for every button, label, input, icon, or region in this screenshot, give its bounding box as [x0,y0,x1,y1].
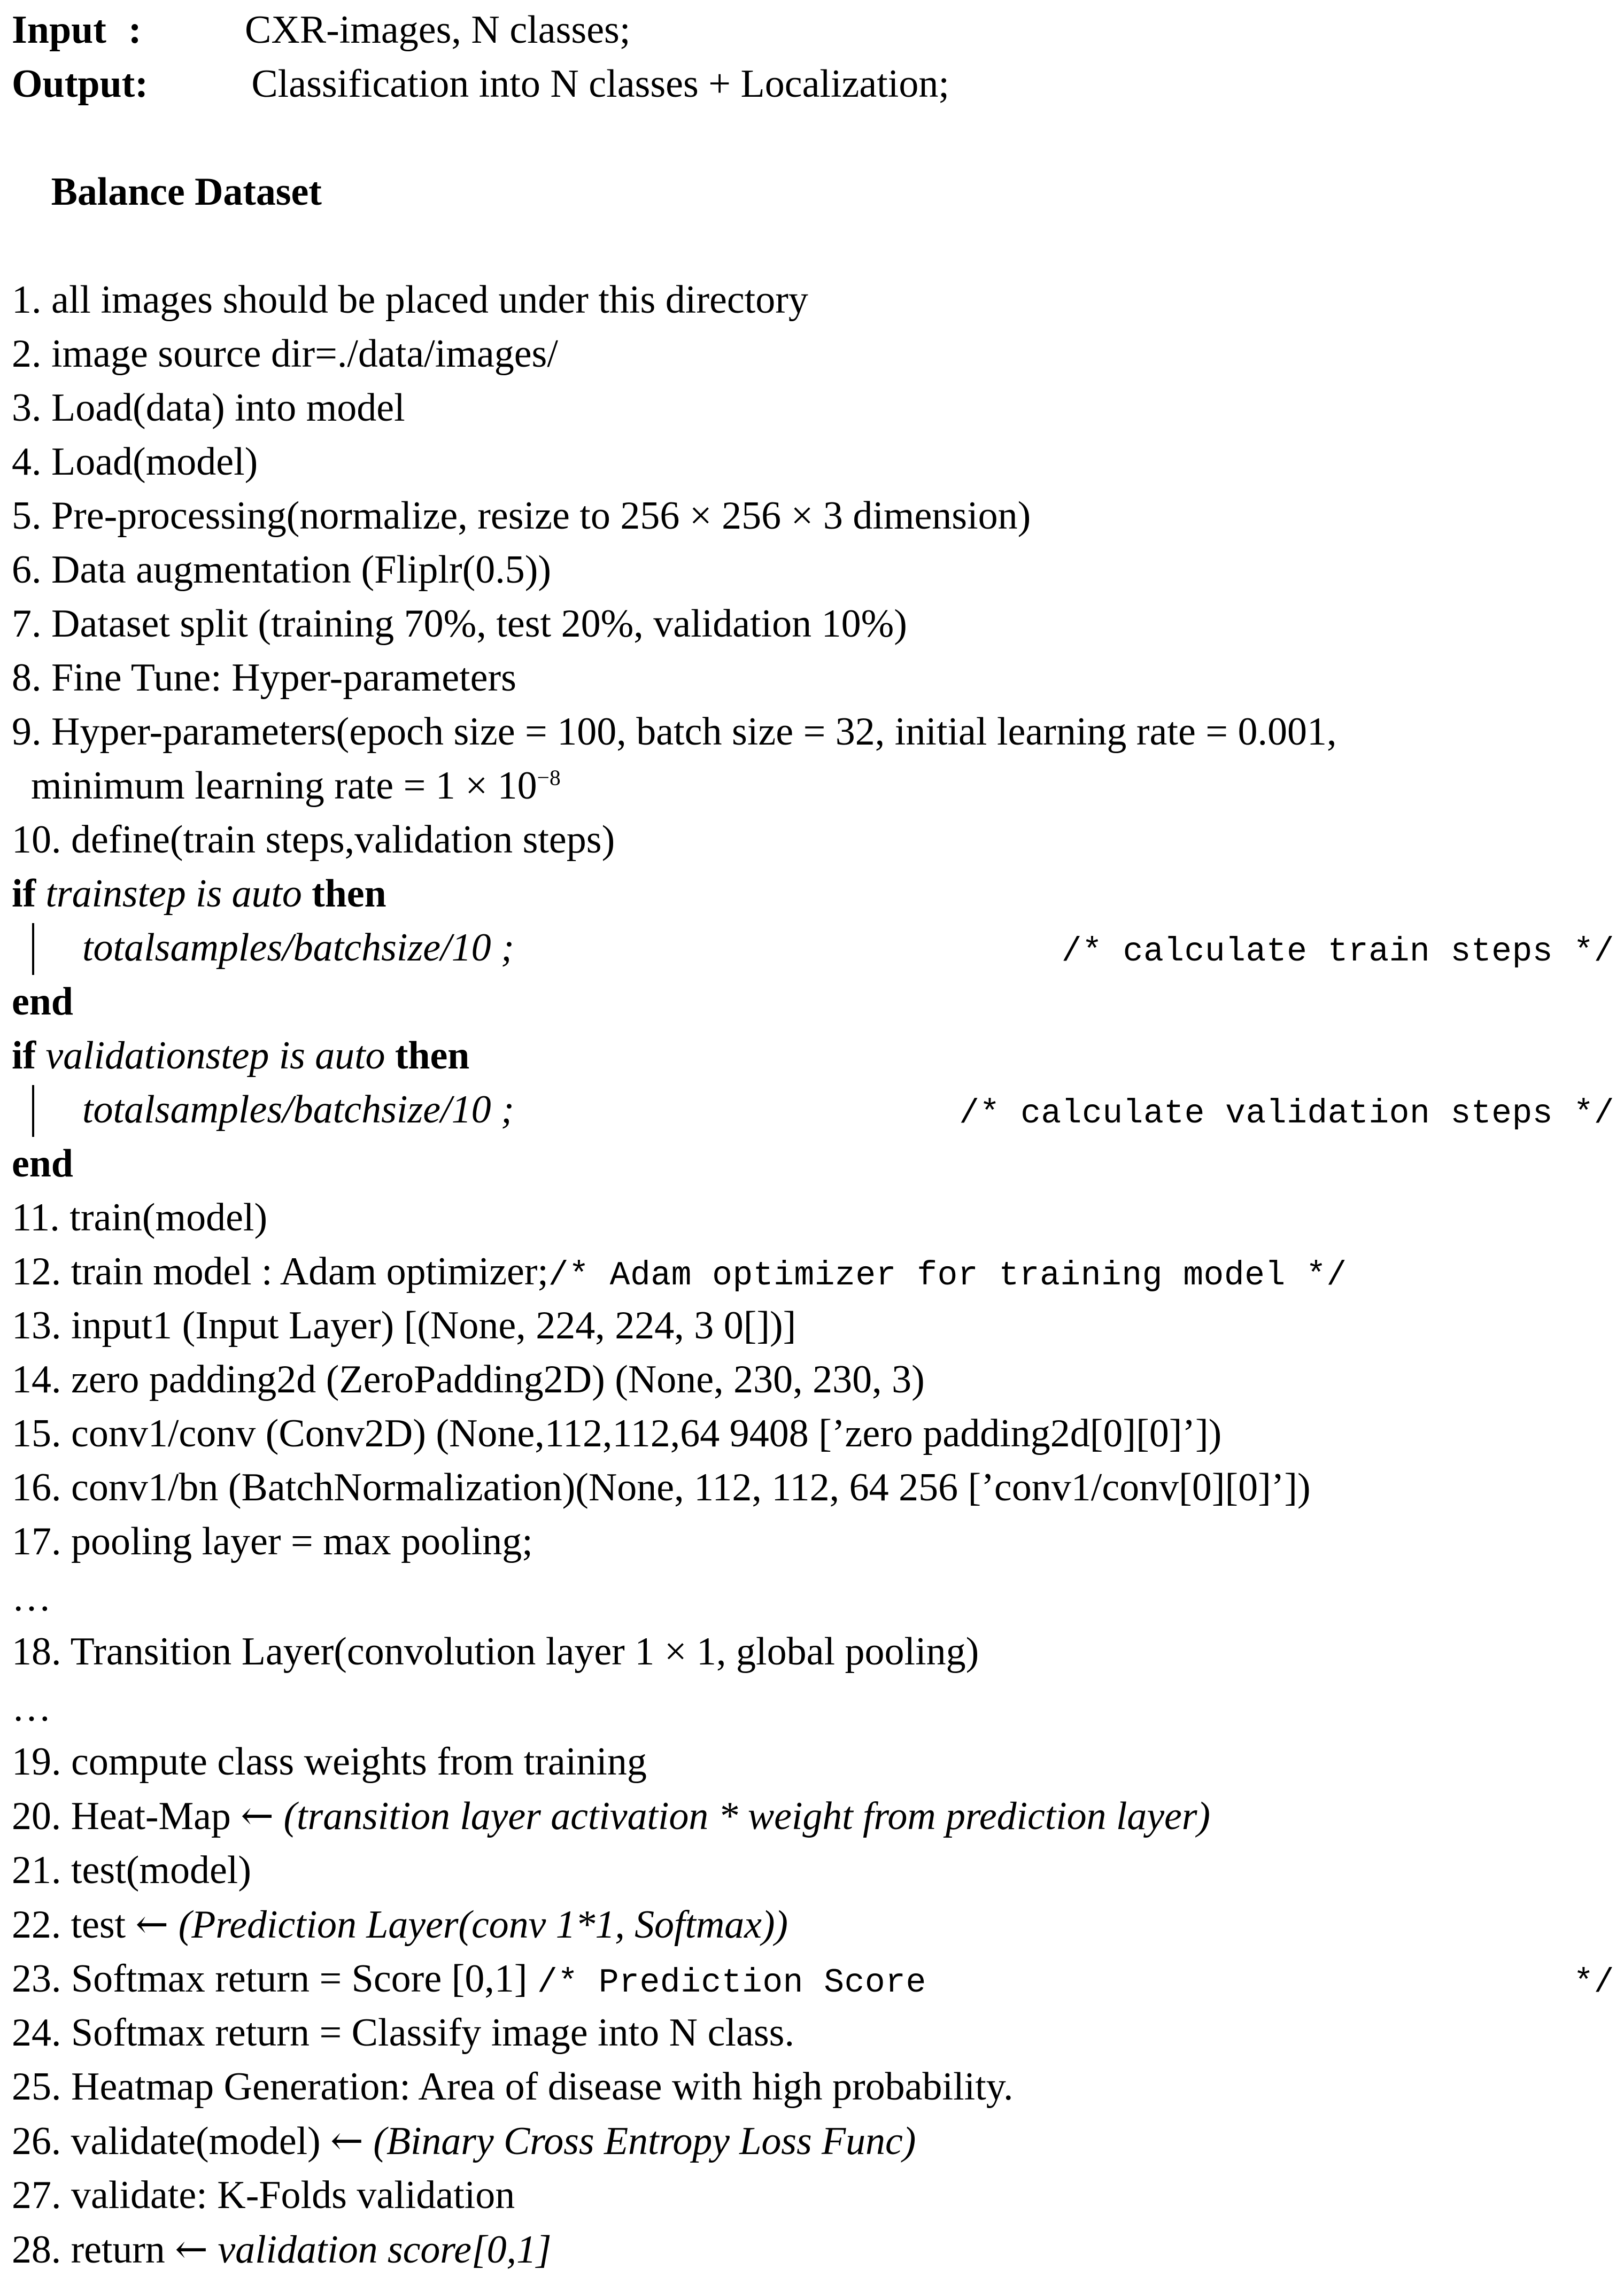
step-number: 4. [12,440,42,484]
step-number: 19. [12,1739,61,1784]
left-arrow-icon: ← [135,1901,169,1947]
step-text: input1 (Input Layer) [(None, 224, 224, 3 0[])] [71,1304,796,1347]
if-block-2-header [12,1029,1614,1083]
step-number: 28. [12,2227,61,2272]
step-text: Transition Layer(convolution layer 1 × 1, global pooling) [70,1629,979,1674]
step-text: train(model) [69,1196,268,1240]
step-text: test(model) [71,1848,252,1892]
if-keyword: if [12,872,36,916]
step-20 [12,1789,1614,1844]
step-28-italic: validation score[0,1] [218,2227,552,2272]
left-arrow-icon: ← [241,1792,274,1839]
step-text: Softmax return = Classify image into N class. [71,2010,794,2055]
step-number: 3. [12,386,42,430]
if-block-1-statement: totalsamples/batchsize/10 ; [82,926,514,970]
step-12-comment: /* Adam optimizer for training model */ [548,1257,1347,1295]
step-number: 6. [12,548,42,592]
step-3 [12,381,1614,435]
step-23-comment-close: */ [1573,1963,1614,2002]
step-27 [12,2168,1614,2222]
step-13 [12,1299,1614,1353]
step-16 [12,1461,1614,1515]
step-19 [12,1735,1614,1789]
if-block-1-body [12,921,1614,975]
step-text: image source dir=./data/images/ [51,332,558,376]
step-number: 2. [12,332,42,376]
step-number: 27. [12,2173,61,2217]
step-6 [12,543,1614,597]
step-text: all images should be placed under this directory [51,278,808,322]
step-9-continuation [12,759,1614,813]
step-1 [12,273,1614,327]
step-number: 25. [12,2064,61,2109]
left-arrow-icon: ← [330,2117,364,2164]
section-heading [12,111,1614,273]
step-number: 14. [12,1358,61,1401]
step-number: 24. [12,2010,61,2055]
step-17 [12,1515,1614,1569]
step-text: pooling layer = max pooling; [71,1520,533,1563]
input-value: CXR-images, N classes; [245,8,631,52]
step-28 [12,2222,1614,2277]
step-number: 20. [12,1794,61,1838]
step-number: 16. [12,1466,61,1509]
if-block-1-end [12,975,1614,1029]
step-26-italic: (Binary Cross Entropy Loss Func) [373,2119,916,2163]
block-indent-rule [32,923,34,975]
step-text: Load(data) into model [51,386,405,430]
step-number: 15. [12,1412,61,1455]
step-number: 21. [12,1848,61,1892]
step-15 [12,1407,1614,1461]
step-26-text: validate(model) [71,2119,330,2163]
step-number: 9. [12,710,42,754]
step-text: Pre-processing(normalize, resize to 256 × 256 × 3 dimension) [51,494,1031,538]
step-text: Hyper-parameters(epoch size = 100, batch size = 32, initial learning rate = 0.001, [51,710,1337,754]
step-18 [12,1625,1614,1679]
step-text: Fine Tune: Hyper-parameters [51,656,516,700]
step-number: 1. [12,278,42,322]
step-text: Heatmap Generation: Area of disease with high probability. [71,2064,1014,2109]
output-label: Output [12,62,135,106]
section-heading-label: Balance Dataset [51,170,322,214]
step-24 [12,2006,1614,2060]
step-text: Data augmentation (Fliplr(0.5)) [51,548,552,592]
step-9-exponent: −8 [537,765,561,790]
output-separator: : [135,62,148,106]
step-20-italic: (transition layer activation * weight from prediction layer) [283,1794,1210,1838]
step-number: 22. [12,1902,61,1947]
step-12 [12,1245,1614,1299]
step-number: 12. [12,1250,61,1294]
output-line [12,57,1614,111]
step-text: conv1/conv (Conv2D) (None,112,112,64 9408 [’zero padding2d[0][0]’]) [71,1412,1222,1455]
step-number: 18. [12,1629,61,1674]
step-8 [12,651,1614,705]
step-23-text: Softmax return = Score [0,1] [71,1956,537,2001]
step-20-text: Heat-Map [71,1794,241,1838]
step-number: 5. [12,494,42,538]
block-indent-rule [32,1085,34,1137]
step-23-comment-open: /* Prediction Score [537,1963,926,2002]
step-21 [12,1844,1614,1897]
step-22 [12,1897,1614,1952]
input-label: Input [12,8,106,52]
end-keyword: end [12,1142,73,1186]
step-text: define(train steps,validation steps) [71,818,615,862]
step-11 [12,1191,1614,1245]
if-block-1-comment: /* calculate train steps */ [1061,933,1614,971]
if-keyword: if [12,1034,36,1078]
step-26 [12,2114,1614,2168]
step-7 [12,597,1614,651]
step-10 [12,813,1614,867]
end-keyword: end [12,980,73,1024]
if-block-1-header [12,867,1614,921]
step-9-continuation-text: minimum learning rate = 1 × 10 [31,764,537,808]
step-number: 7. [12,602,42,646]
step-text: compute class weights from training [71,1739,647,1784]
step-number: 11. [12,1196,60,1240]
step-9 [12,705,1614,759]
ellipsis-1: … [12,1576,53,1620]
step-number: 8. [12,656,42,700]
if-block-2-end [12,1137,1614,1191]
step-14 [12,1353,1614,1407]
then-keyword: then [395,1034,470,1078]
then-keyword: then [312,872,386,916]
step-number: 26. [12,2119,61,2163]
if-block-2-comment: /* calculate validation steps */ [959,1095,1614,1133]
step-22-italic: (Prediction Layer(conv 1*1, Softmax)) [178,1902,788,1947]
step-text: zero padding2d (ZeroPadding2D) (None, 230, 230, 3) [71,1358,925,1401]
step-number: 13. [12,1304,61,1347]
input-separator: : [128,8,142,52]
step-number: 17. [12,1520,61,1563]
output-value: Classification into N classes + Localization; [251,62,949,106]
step-text: train model : Adam optimizer; [71,1250,548,1294]
step-text: Load(model) [51,440,258,484]
left-arrow-icon: ← [175,2226,208,2272]
step-22-text: test [71,1902,136,1947]
step-number: 23. [12,1956,61,2001]
if-condition: trainstep is auto [45,872,302,916]
step-text: conv1/bn (BatchNormalization)(None, 112, 112, 64 256 [’conv1/conv[0][0]’]) [71,1466,1311,1509]
step-text: Dataset split (training 70%, test 20%, validation 10%) [51,602,907,646]
if-condition: validationstep is auto [45,1034,385,1078]
if-block-2-body [12,1083,1614,1137]
if-block-2-statement: totalsamples/batchsize/10 ; [82,1088,514,1132]
ellipsis-2: … [12,1685,53,1730]
step-4 [12,435,1614,489]
step-number: 10. [12,818,61,862]
step-text: validate: K-Folds validation [71,2173,515,2217]
input-line [12,3,1614,57]
step-28-text: return [71,2227,175,2272]
step-23 [12,1952,1614,2006]
step-2 [12,327,1614,381]
step-25 [12,2060,1614,2114]
step-5 [12,489,1614,543]
